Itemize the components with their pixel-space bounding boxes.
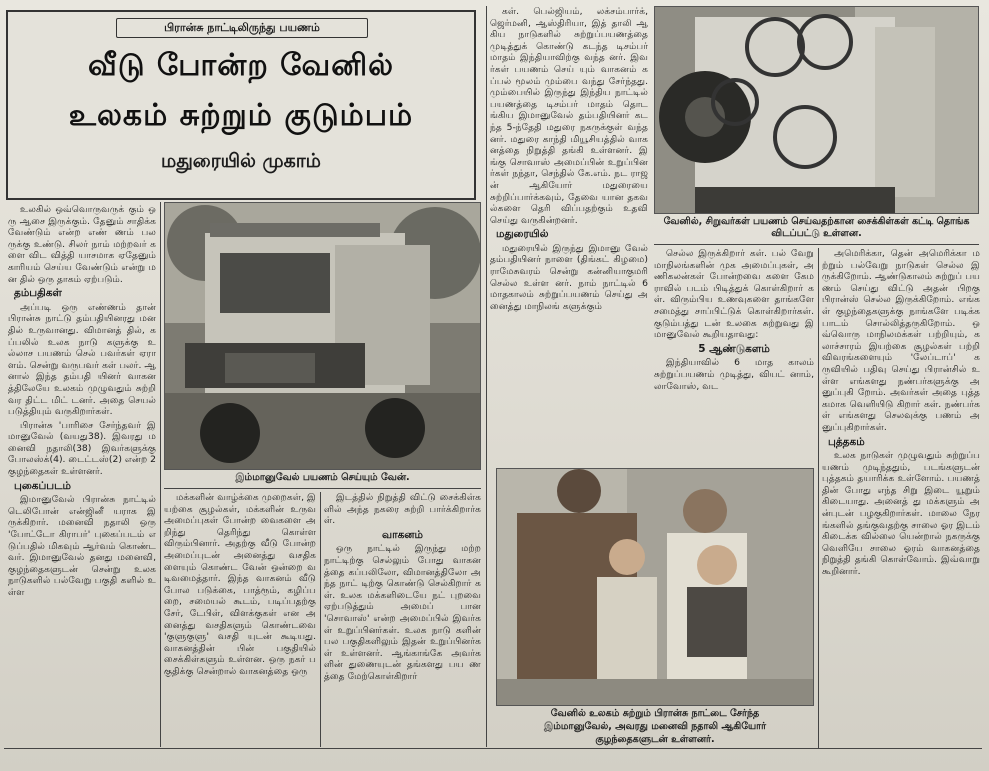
bikes-caption-line-1 (654, 216, 979, 240)
paragraph: ஒரு நாட்டில் இருந்து மற்ற நாட்டிற்கு செல்லும் போது வாகனத்தை கப்பலிலோ, விமானத்திலோ அந்த நாட் டிற்கு கொண்டு செல்கிறார் கள். உலக மக்களிடையே நட் புறவை ஏற்படுத்தும் அமைப் பான 'சொவாஸ்' என்ற அமைப்பில் இவர்கள் உறுப்பினர்கள். உலக நாடு களின் பல பகுதிகளிலும் இதன் உறுப்பினர்கள் உள்ளனர். ஆங்காங்கே அவர்களின் துணையுடன் தங்களது பய ணத்தை மேற்கொள்கிறார் (324, 543, 481, 682)
column-divider (160, 202, 161, 747)
headline-line-2: உலகம் சுற்றும் குடும்பம் (68, 98, 414, 133)
paragraph: கள். பெல்ஜியம், லக்சம்பார்க், ஜெர்மனி, ஆஸ்திரியா, இத் தாலி ஆகிய நாடுகளில் சுற்றுப்பயணத்தை முடித்துக் கொண்டு கடந்த டிசம்பர் மாதம் இந்தியாவிற்கு வந்த னர். இவர்கள் பயணம் செய் யும் வாகனம் கப்பல் மூலம் மும்பை வந்து சேர்ந்தது. மும்பையில் இருந்து இந்திய நாட்டில் பயணத்தை டிசம்பர் மாதம் தொடங்கிய இமானுவேல் தம்பதியினர் கடந்த 5-ந்தேதி மதுரை நகருக்குள் வந்தனர். மதுரை காந்தி மியூசியத்தில் வாகனத்தை நிறுத்தி தங்கி உள்ளனர். இங்கு சொவாஸ் அமைப்பின் உறுப்பினர்கள் நந்தா, செந்தில் கே.எம். நட ராஜன் ஆகியோர் மதுரையை சுற்றிப்பார்க்கவும், தேவை யான தகவல்களை தெரி விப்பதற்கும் உதவி செய்து வருகின்றனர். (490, 6, 648, 226)
family-caption-line-1: வேனில் உலகம் சுற்றும் பிரான்சு நாட்டை சேர்ந்த (550, 708, 760, 719)
caption-divider (164, 488, 481, 489)
family-caption-line-3: குழந்தைகளுடன் உள்ளனர். (595, 734, 715, 745)
bikes-caption: வேனில், சிறுவர்கள் பயணம் செய்வதற்கான சைக்கிள்கள் கட்டி தொங்க விடப்பட்டு உள்ளன. (663, 216, 970, 239)
paragraph: இடத்தில் நிறுத்தி விட்டு சைக்கிள்களில் அந்த நகரை சுற்றி பார்க்கிறார்கள். (324, 492, 481, 527)
caption-divider (654, 244, 979, 245)
paragraph: பிரான்சு 'பாரிசை சேர்ந்தவர் இமானுவேல் (வயது38). இவரது மனைவி நதாலி(38) இவர்களுக்கு போலஸ்க்(4). டைட்டஸ்(2) என்ற 2 குழந்தைகள் உள்ளனர். (8, 419, 156, 478)
family-caption-line-2: இம்மானுவேல், அவரது மனைவி நதாலி ஆகியோர் (543, 721, 767, 732)
page-bottom-rule (4, 748, 982, 749)
headline-line-1: வீடு போன்ற வேனில் (88, 48, 394, 83)
paragraph: அப்படி ஒரு எண்ணம் தான் பிரான்சு நாட்டு தம்பதியினரது மனதில் உருவானது. விமானத் தில், கப்பலில் உலக நாடு களுக்கு உல்லாச பயணம் செல் பவர்கள் ஏரா ளம். சென்று வருபவர் கள் பலர். ஆனால் இந்த தம்பதி யினர் வாகனத்திலேயே உலகம் முழுவதும் சுற்றி வர திட்ட மிட் டனர். அதை செயல் படுத்தியும் வருகிறார்கள். (8, 301, 156, 418)
subheading-madurai: மதுரையில் (496, 228, 549, 241)
bikes-photo (654, 6, 979, 214)
subheading-vehicle: வாகனம் (382, 528, 423, 541)
subheading-couple: தம்பதிகள் (14, 287, 62, 300)
kicker-label: பிரான்சு நாட்டிலிருந்து பயணம் (116, 18, 368, 38)
paragraph: மக்களின் வாழ்க்கை முறைகள், இயற்கை சூழல்கள், மக்களின் உருவ அமைப்புகள் போன்ற வைகளை அறிந்து தெரிந்து கொள்ள விரும்பினார். அதற்கு வீடு போன்ற அமைப்புடன் அனைத்து வசதிகளையும் கொண்ட வேன் ஒன்றை வடிவமைத்தார். இந்த வாகனம் வீடு போல படுக்கை, பாத்ரூம், கழிப்பறை, சமையல் கூடம், படிப்பதற்கு சேர், டேபிள், விளக்குகள் என அனைத்து வசதிகளும் கொண்டவை 'குளுகுளு' வசதி யுடன் கூடியது. வாகனத்தின் பின் பகுதியில் சைக்கிள்களும் உள்ளன. ஒரு நகர் பகுதிக்கு சென்றால் வாகனத்தை ஒரு (164, 492, 316, 677)
column-5 (654, 248, 814, 466)
headline-box (6, 10, 476, 200)
paragraph: செல்ல இருக்கிறார் கள். பல் வேறு மாநிலங்களின் முக அமைப்புகள், அணிகலன்கள் போன்றவை களை கேமராவில் படம் பிடித்துக் கொள்கிறார் கள். விரும்பிய உணவுகளை தாங்களே சமைத்து சாப்பிட்டுக் கொள்கிறார்கள். குடும்பத்து டன் உலகை சுற்றுவது இமானுவேல் கூறியதாவது: (654, 248, 814, 341)
paragraph: அமெரிக்கா, தென் அமெரிக்கா மற்றும் பல்வேறு நாடுகள் செல்ல இருக்கிறோம். ஆண்டுகாலம் சுற்றுப் பயணம் செய்து விட்டு அதன் பிறகு பிரான்ஸ் செல்ல இருக்கிறோம். எங்கள் குழந்தைகளுக்கு நாங்களே படிக்க பாடம் சொல்லித்தருகிறோம். ஒவ்வொரு மாநிலமக்கள் பற்றியும், கலாச்சாரம் இயற்கை சூழல்கள் பற்றி விவரங்களையும் 'லேப்டாப்' கருவியில் பதிவு செய்து பிரான்சில் உள்ள எங்களது நண்பர்களுக்கு அனுப்புகி றோம். அவர்கள் அதை புத்தகமாக வெளியிடு கிறார் கள். நண்பர்கள் எங்களது செலவுக்கு பணம் அனுப்புகிறார்கள். (822, 248, 980, 433)
subheading-book: புத்தகம் (828, 435, 865, 448)
paragraph: இந்தியாவில் 6 மாத காலம் சுற்றுப்பயணம் முடித்து, வியட் னாம், லாவோஸ், வட (654, 357, 814, 392)
paragraph: உலக நாடுகள் முழுவதும் சுற்றுப்பயணம் முடிந்ததும், படங்களுடன் புத்தகம் தயாரிக்க உள்ளோம். பயணத் தின் போது எந்த சிறு இடை யூறும் கிடையாது. அனைத் து மக்களும் அன்புடன் பழகுகிறார்கள். மாலை நேரங்களில் தங்குவதற்கு சாலை ஓர இடம் கிடைக்க வில்லை யென்றால் நகருக்கு வெளியே சாலை ஓரம் வாகனத்தை நிறுத்தி தங்கி கொள்வோம். இவ்வாறு கூறினார். (822, 450, 980, 578)
intro-paragraph: உலகில் ஒவ்வொருவருக் கும் ஒரு ஆசை இருக்கும். தேனும் சாதிக்க வேண்டும் என்ற எண் ணம் பலருக்கு உண்டு. சிலர் நாம் மற்றவர் களை விட வித்தி யாசமாக ஏதேனும் காரியம் செய்ய வேண்டும் என்று மன தில் ஒரு தாகம் ஏற்படும். (8, 204, 156, 285)
paragraph: இமானுவேல் பிரான்சு நாட்டில் டெலிபோன் என்ஜினீ யராக இருக்கிறார். மனைவி நதாலி ஒரு 'போட்டோ கிராபர்' புகைப்படம் எடுப்பதில் மிகவும் ஆர்வம் கொண்ட வர். இமானுவேல் தனது மனைவி, குழந்தைகளுடன் சென்று உலக நாடுகளில் பல்வேறு பகுதி களில் உள்ள (8, 494, 156, 598)
van-photo-image (165, 203, 481, 470)
van-photo (164, 202, 481, 470)
column-divider (320, 492, 321, 747)
column-6 (822, 248, 980, 748)
family-photo-image (497, 469, 814, 706)
van-caption: இம்மானுவேல் பயணம் செய்யும் வேன். (235, 472, 410, 483)
family-photo (496, 468, 814, 706)
deck-subheadline: மதுரையில் முகாம் (161, 150, 321, 172)
subheading-5-years: 5 ஆண்டுகளம் (698, 342, 770, 355)
column-divider (818, 248, 819, 748)
column-1 (8, 204, 156, 744)
paragraph: மதுரையில் இருந்து இமானு வேல் தம்பதியினர் நாளை (திங்கட் கிழமை) ராமேசுவரம் சென்று கன்னியாகுமரி செல்ல உள்ள னர். நாம் நாட்டில் 6 மாதகாலம் சுற்றுப்பயணம் செய்து அனைத்து மாநிலங் களுக்கும் (490, 242, 648, 312)
column-4 (490, 6, 648, 466)
bikes-photo-image (655, 7, 979, 214)
column-3 (324, 492, 481, 747)
column-divider (486, 6, 487, 747)
column-2 (164, 492, 316, 747)
subheading-photo: புகைப்படம் (14, 479, 71, 492)
